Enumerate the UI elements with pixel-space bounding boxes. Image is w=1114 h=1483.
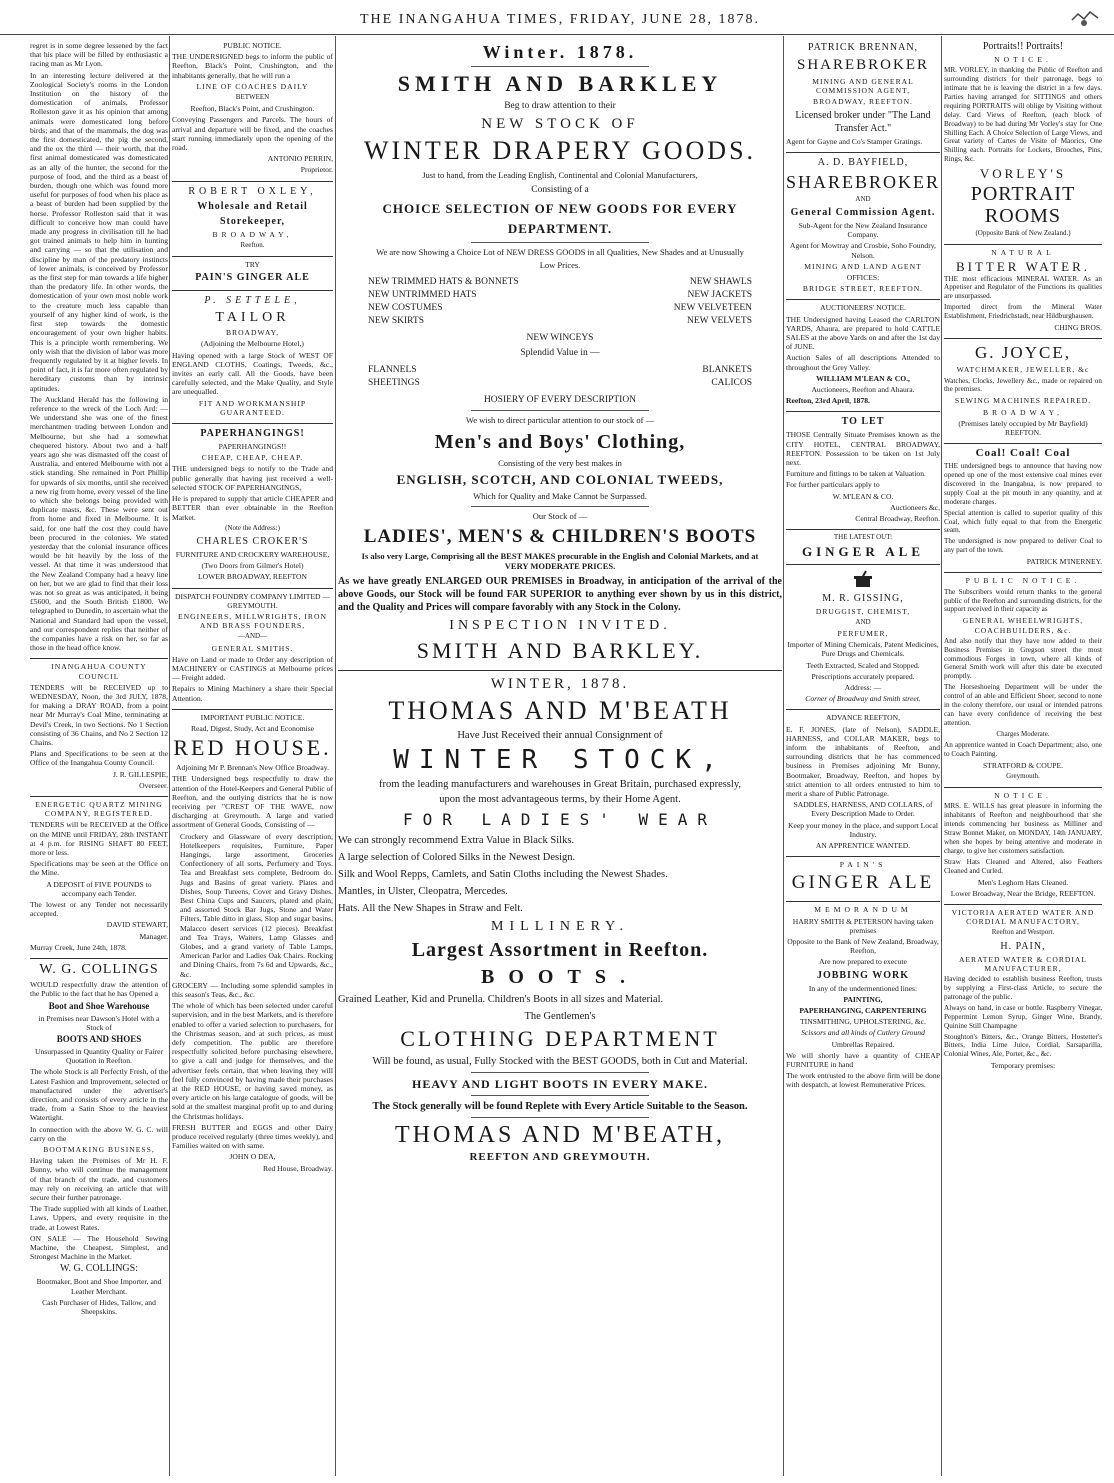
ad-signature: CHARLES CROKER'S — [196, 535, 309, 547]
news-paragraph: In an interesting lecture delivered at the Zoological Society's rooms in the London Institution on the history of the domestication of animals, Professor Rolleston gave it as his opinion that among animals were domesticated long before birds; and that of the mammals, the dog was the first domesticated, the pig the second, and the ox the third — their worth, that the first animal domesticated was domesticated as an ally of the hunter, the second for the purpose of food, and the third as a beast of burden, though one which was found more useful for purposes of food when his place as a beast of burden had been supplied by the horse. Professor Rolleston said that it was difficult to conceive how man could have made any progress in civilisation till he had got trained animals to help him in hunting and carrying — so that the utilisation and discipline by man of the predatory instincts of lower animals, is conceived by Professor as the first step for man towards a life higher than the predatory life. In other words, the domestication of your own most noble work to the creature much less capable than yourself of any higher kind of work, is the first step towards the domestic encouragement of your own higher habits. This is a principle worth remembering. We only wish that the division of labor was more frequently regulated by it at higher levels. In point of fact, it is far more often regulated by hereditary customs than by intrinsic aptitudes. — [30, 70, 168, 393]
ad-body: Specifications may be seen at the Office on the Mine. — [30, 859, 168, 878]
ad-line: LINE OF COACHES DAILY — [196, 81, 309, 91]
items-right — [560, 276, 752, 328]
ad-heading: NATURAL — [991, 248, 1055, 258]
ad-body: GROCERY — Including some splendid samples in this season's Teas, &c., &c. — [172, 980, 333, 1000]
ad-line: ENGLISH, SCOTCH, AND COLONIAL TWEEDS, — [396, 472, 724, 487]
memorandum-ad — [786, 902, 940, 1095]
smith-barkley-ad — [338, 38, 782, 671]
fabric-right — [560, 364, 752, 390]
gissing-chemist-ad — [786, 565, 940, 711]
ad-line: FOR LADIES' WEAR — [402, 810, 718, 829]
fabric-left — [368, 364, 560, 390]
divider — [471, 66, 649, 67]
ad-body: Importer of Mining Chemicals, Patent Medicines, Pure Drugs and Chemicals. — [787, 640, 939, 659]
county-council-ad — [30, 659, 168, 797]
ad-signature-role: Proprietor. — [300, 165, 333, 175]
ad-line: TINSMITHING, UPHOLSTERING, &c. — [800, 1017, 926, 1027]
ad-line: Splendid Value in — — [520, 348, 600, 358]
pains-ginger-ale-ad-2 — [786, 857, 940, 902]
ad-body: The whole of which has been selected under careful supervision, and in the best Markets, and is therefore enabled to offer a varied selection to purchasers, for the Christmas season, and at such prices, as must defy competition. The public are therefore respectfully solicited before purchasing elsewhere, to give a call and judge for themselves, and the advertiser feels certain, that when leaving they will feel fully convinced by having made their purchases at the RED HOUSE, or having saved money, as every article on his large catalogue of goods, will be sold at the smallest marginal profit up to and during the Christmas holidays. — [172, 1001, 333, 1121]
column-4 — [786, 38, 940, 1476]
ad-title: GINGER ALE — [791, 872, 935, 894]
ad-line: Scissors and all kinds of Cutlery Ground — [801, 1028, 925, 1038]
ad-signature-role: Red House, Broadway. — [263, 1163, 333, 1173]
ad-body: The whole Stock is all Perfectly Fresh, of the Latest Fashion and Improvement, selected or manufactured under the advertiser's direction, and consists of every article in the trade, from a Satin Shoe to the heaviest Watertight. — [30, 1067, 168, 1123]
ad-line: PERFUMER, — [837, 628, 889, 638]
ad-body: As we have greatly ENLARGED OUR PREMISES in Broadway, in anticipation of the arrival of the above Goods, our Stock will be found FAR SUPERIOR to anything ever shown by us in this district, and the Quality and Prices will compare favorably with any Stock in the Colony. — [338, 576, 782, 613]
ad-heading: WINTER, 1878. — [490, 676, 630, 692]
ad-line: Wholesale and Retail — [197, 200, 308, 212]
bitter-water-ad — [944, 245, 1102, 339]
ad-line: AN APPRENTICE WANTED. — [815, 840, 911, 850]
ad-line: BROADWAY, — [225, 328, 280, 338]
ad-title: WINTER DRAPERY GOODS. — [363, 136, 757, 165]
ad-line: ENGINEERS, MILLWRIGHTS, IRON AND BRASS FOUNDERS, — [178, 611, 327, 631]
divider — [471, 410, 649, 411]
ad-line: Have Just Received their annual Consignment of — [457, 730, 663, 741]
ad-body: The Subscribers would return thanks to the general public of the Reefton and surrounding districts, for the support received in their capacity as — [944, 587, 1102, 614]
ad-body: Plans and Specifications to be seen at the Office of the Inangahua County Council. — [30, 749, 168, 768]
ad-line: MINING AND LAND AGENT — [804, 261, 922, 271]
ad-line: THE LATEST OUT: — [833, 533, 893, 542]
ad-body: And also notify that they have now added to their Business Premises in Gregson street the most commodious Forges in town, where all kinds of General Smith work will after this date be executed promptly. — [944, 636, 1102, 681]
ad-line: WATCHMAKER, JEWELLER, &c — [956, 365, 1090, 375]
ad-body: Special attention is called to superior quality of this Coal, which fully equal to that from the Energetic seam. — [944, 508, 1102, 535]
ad-line: Which for Quality and Make Cannot be Surpassed. — [473, 491, 647, 501]
thomas-mbeath-ad — [338, 671, 782, 1170]
ad-line: Temporary premises: — [990, 1061, 1056, 1071]
ad-line: —AND— — [237, 632, 268, 641]
ad-line: Reefton, Black's Point, and Crushington. — [190, 104, 315, 114]
ad-line: SEWING MACHINES REPAIRED. — [954, 396, 1092, 406]
ad-line: TAILOR — [215, 310, 290, 326]
firm-name: SMITH AND BARKLEY. — [416, 638, 704, 663]
ad-title: GINGER ALE — [802, 543, 924, 559]
ad-line: FIT AND WORKMANSHIP GUARANTEED. — [198, 398, 307, 417]
ad-line: BOOTS AND SHOES — [56, 1033, 142, 1044]
ad-signature-role: Greymouth. — [1006, 772, 1040, 781]
ad-line: Boot and Shoe Warehouse — [48, 1000, 150, 1011]
ad-body: A DEPOSIT of FIVE POUNDS to accompany each Tender. — [46, 879, 152, 898]
settele-tailor-ad — [172, 291, 333, 424]
ad-heading: ROBERT OXLEY, — [188, 185, 317, 197]
ad-body: Keep your money in the place, and support Local Industry. — [788, 820, 938, 839]
ad-body: An apprentice wanted in Coach Department; also, one to Coach Painting. — [944, 741, 1102, 758]
ad-body: THE Undersigned having Leased the CARLTON YARDS, Ahaura, are prepared to hold CATTLE SALES at the above Yards on and after the 1st day of JUNE. — [786, 314, 940, 352]
ad-line: PAPERHANGING, CARPENTERING — [799, 1006, 927, 1015]
ad-signature-role: Manager. — [139, 931, 168, 941]
ad-line: REEFTON AND GREYMOUTH. — [469, 1151, 651, 1163]
ad-body: We are now Showing a Choice Lot of NEW DRESS GOODS in all Qualities, New Shades and at Unusually Low Prices. — [376, 247, 744, 270]
ad-body: from the leading manufacturers and warehouses in Great Britain, purchased expressly, upon the most advantageous terms, by their Home Agent. — [378, 779, 742, 805]
ad-title: WINTER STOCK, — [393, 745, 727, 775]
ad-line: BETWEEN — [235, 93, 270, 102]
ad-date: Reefton, 23rd April, 1878. — [786, 396, 870, 406]
brennan-sharebroker-ad — [786, 38, 940, 153]
ad-line: JOBBING WORK — [816, 969, 910, 981]
firm-name: THOMAS AND M'BEATH, — [394, 1122, 725, 1148]
wheelwrights-notice-ad — [944, 573, 1102, 788]
fabric-grid — [368, 364, 752, 390]
firm-name: SMITH AND BARKLEY — [397, 71, 723, 96]
ad-body: Imported direct from the Mineral Water Establishment, Friedrichstadt, near Hildburghausen. — [944, 303, 1102, 321]
ad-body: Crockery and Glassware of every description, Hotelkeepers requisites, Furniture, Paper Hangings, large assortment, Groceries Confectionery of all sorts, Perfumery and Toys. Tea and Breakfast sets complete, Bedroom do. Jugs and Basins of great variety. Plates and Dishes, Soup Tureens, Cover and Gravy Dishes. Best China Cups and Saucers, plated and plain, and assorted Stock Bar Jugs, Stone and Water Filters, Table ditto in glass, Slop and sugar basins, Malacco desert services (12 pieces). Breakfast and Tea Trays, Waiters, Lamp Glasses and Globes, and a grand variety of Table Lamps, American Parlor and Ladies Oak Chairs. Rocking and Dining Chairs, from 7s 6d and Upwards, &c., &c. — [180, 831, 333, 979]
collings-ad — [30, 959, 168, 1322]
wills-millinery-notice-ad — [944, 788, 1102, 905]
divider — [471, 1072, 649, 1073]
ad-signature-role: Auctioneers, Reefton and Ahaura. — [811, 385, 915, 395]
item: NEW SKIRTS — [368, 316, 424, 326]
ad-heading: A. D. BAYFIELD, — [817, 156, 909, 168]
ad-line: Consisting of the very best makes in — [498, 458, 622, 468]
item: NEW TRIMMED HATS & BONNETS — [368, 277, 519, 287]
ad-heading: DISPATCH FOUNDRY COMPANY LIMITED — GREYMOUTH. — [175, 591, 330, 610]
ad-body: MR. VORLEY, in thanking the Public of Reefton and surrounding districts for their patronage, begs to intimate that he is leaving the district in a few days. Parties having arranged for SITTINGS and others requiring PORTRAITS will oblige by Visiting without delay. Card Views of Reefton, (each block of Broadway) to be had during Mr Vorley's stay for One Shilling Each. A Choice Selection of Large Views, and Great variety of Cartes de Visite of Maorics, One Shilling each. Portraits for Lockets, Brooches, Pins, Rings, &c. — [944, 66, 1102, 164]
ad-line: Address: — — [844, 682, 882, 692]
ad-line: INSPECTION INVITED. — [449, 618, 671, 633]
item: CALICOS — [711, 378, 752, 388]
divider — [471, 1117, 649, 1118]
item: FLANNELS — [368, 365, 417, 375]
ad-line: Umbrellas Repaired. — [831, 1039, 895, 1049]
ad-heading: MEMORANDUM — [814, 905, 912, 915]
divider — [471, 506, 649, 507]
ad-line: General Commission Agent. — [790, 207, 936, 219]
oxley-ad — [172, 182, 333, 257]
ad-body: Have on Land or made to Order any description of MACHINERY or CASTINGS at Melbourne prices — Freight added. — [172, 654, 333, 683]
ad-body: Teeth Extracted, Scaled and Stopped. — [806, 660, 920, 670]
ad-body: Straw Hats Cleaned and Altered, also Feathers Cleaned and Curled. — [944, 857, 1102, 875]
ad-body: The Trade supplied with all kinds of Leather, Laws, Uppers, and every requisite in the trade, at Lowest Rates. — [30, 1204, 168, 1232]
ad-heading: ENERGETIC QUARTZ MINING COMPANY, REGISTERED. — [35, 800, 163, 819]
ad-heading: P. SETTELE, — [204, 295, 301, 307]
ginger-ale-ad — [786, 530, 940, 564]
ad-body: TENDERS will be RECEIVED at the Office on the MINE until FRIDAY, 28th INSTANT at 4 p.m. for RISING SHAFT 80 FEET, more or less. — [30, 820, 168, 858]
pains-ginger-ad — [172, 257, 333, 291]
advance-reefton-ad — [786, 710, 940, 857]
ad-body: The Stock generally will be found Replete with Every Article Suitable to the Season. — [372, 1101, 748, 1112]
column-2 — [172, 38, 333, 1476]
ad-heading: VICTORIA AERATED WATER AND CORDIAL MANUFACTORY, — [951, 908, 1095, 927]
ad-title: BITTER WATER. — [955, 258, 1091, 274]
ad-body: E. F. JONES, (late of Nelson), SADDLE, HARNESS, and COLLAR MAKER, begs to inform the inhabitants of Reefton, and surrounding districts that he has commenced business in Premises adjoining Mr Bunny, Bootmaker, Broadway, Reefton, and hopes by strict attention to all orders entrusted to him to merit a share of Public Patronage. — [786, 724, 940, 798]
ad-body: He is prepared to supply that article CHEAPER and BETTER than ever obtainable in the Reefton Market. — [172, 494, 333, 522]
ad-line: BOOTMAKING BUSINESS, — [43, 1144, 155, 1154]
ad-title: LADIES', MEN'S & CHILDREN'S BOOTS — [363, 526, 757, 547]
ad-line: The Gentlemen's — [524, 1011, 596, 1022]
ad-body: The work entrusted to the above firm will be done with despatch, at lowest Remunerative Prices. — [786, 1071, 940, 1090]
ad-body: Sub-Agent for the New Zealand Insurance Company. — [798, 221, 928, 240]
news-paragraph: regret is in some degree lessened by the fact that his place will be filled by enthusiastic a racing man as Mr Lyon. — [30, 41, 168, 69]
ad-line: Are now prepared to execute — [819, 957, 907, 967]
ad-line: Charges Moderate. — [996, 729, 1050, 738]
ad-line: (Premises lately occupied by Mr Bayfield) REEFTON. — [958, 418, 1088, 437]
ad-body: Having opened with a large Stock of WEST OF ENGLAND CLOTHS, Coatings, Tweeds, &c., invites an early call. All the Goods, have been carefully selected, and the Make Quality, and Style are unequalled. — [172, 350, 333, 397]
ad-body: Always on hand, in case or bottle. Raspberry Vinegar, Peppermint Lemon Syrup, Ginger Wine, Brandy, Quinine Still Champagne — [944, 1003, 1102, 1030]
ad-body: Agent for Mowtray and Crosbie, Soho Foundry, Nelson. — [790, 241, 936, 260]
ad-heading: Winter. 1878. — [482, 42, 638, 62]
ad-line: HEAVY AND LIGHT BOOTS IN EVERY MAKE. — [412, 1077, 708, 1091]
ad-body: Auction Sales of all descriptions Attended to throughout the Grey Valley. — [786, 353, 940, 372]
column-1 — [30, 38, 168, 1476]
item: NEW JACKETS — [687, 290, 752, 300]
ad-line: CHOICE SELECTION OF NEW GOODS FOR EVERY DEPARTMENT. — [382, 201, 738, 236]
ad-line: (Adjoining the Melbourne Hotel,) — [201, 339, 304, 349]
ad-line: (Two Doors from Gilmer's Hotel) — [201, 561, 304, 571]
ad-signature: WILLIAM M'LEAN & CO., — [816, 373, 910, 383]
ad-signature: ANTONIO PERRIN, — [267, 154, 333, 164]
ad-signature: STRATFORD & COUPE. — [983, 760, 1063, 770]
ad-body: THOSE Centrally Situate Premises known as the CITY HOTEL, CENTRAL BROADWAY, REEFTON. Possession to be taken on 1st July next. — [786, 430, 940, 468]
item: NEW VELVETEEN — [673, 303, 752, 313]
ad-line: Read, Digest, Study, Act and Economise — [190, 723, 315, 733]
dispatch-foundry-ad — [172, 589, 333, 710]
item: NEW COSTUMES — [368, 303, 443, 313]
column-rule — [941, 36, 942, 1476]
ad-line: PAINTING, — [843, 994, 883, 1004]
ad-signature-address: Central Broadway, Reefton. — [855, 514, 940, 524]
ad-heading: ADVANCE REEFTON, — [826, 713, 900, 723]
ad-line: Reefton. — [240, 240, 265, 249]
ad-line: DRUGGIST, CHEMIST, — [815, 606, 911, 616]
ad-line: (Opposite Bank of New Zealand.) — [975, 229, 1071, 238]
ad-line: BOOTS. — [481, 966, 639, 988]
ad-body: MRS. E. WILLS has great pleasure in informing the inhabitants of Reefton and neighbourhood that she intends commencing her business as Milliner and Straw Bonnet Maker, on MONDAY, 14th JANUARY, when she hopes by being attentive and moderate in charge, to give her customers satisfaction. — [944, 802, 1102, 855]
ad-line: NEW STOCK OF — [481, 116, 639, 132]
divider — [471, 1095, 649, 1096]
ad-body: Is also very Large, Comprising all the BEST MAKES procurable in the English and Colonial Markets, and at VERY MODERATE PRICES. — [361, 551, 759, 571]
ad-heading: AUCTIONEERS' NOTICE. — [820, 303, 906, 313]
red-house-ad — [172, 710, 333, 1179]
ad-line: Opposite to the Bank of New Zealand, Broadway, Reefton, — [787, 936, 939, 956]
ad-body: TENDERS will be RECEIVED up to WEDNESDAY, Noon, the 3rd JULY, 1878, for making a DRAY ROAD, from a point near Mr Murray's Coal Mine, terminating at Devil's Creek, in two Sections. No 1 Section consisting of 36 Chains, and No 2 Section 12 Chains. — [30, 682, 168, 748]
firm-name: THOMAS AND M'BEATH — [388, 696, 732, 725]
joyce-watchmaker-ad — [944, 339, 1102, 444]
ad-body: Furniture and fittings to be taken at Valuation. — [786, 469, 926, 479]
ad-heading: G. JOYCE, — [975, 343, 1071, 363]
news-articles — [30, 38, 168, 659]
mortar-pestle-icon — [852, 570, 874, 590]
ad-heading: Coal! Coal! Coal — [975, 447, 1071, 460]
ad-line: Beg to draw attention to their — [504, 101, 616, 111]
ad-line: Corner of Broadway and Smith street. — [805, 694, 921, 704]
ad-title: SHAREBROKER — [796, 57, 930, 73]
auctioneers-notice-ad — [786, 300, 940, 412]
ad-body: The lowest or any Tender not necessarily accepted. — [30, 900, 168, 919]
ad-body: Having decided to establish business Reefton, trusts by supplying a First-class Article, to secure the patronage of the public. — [944, 975, 1102, 1001]
ad-body: Conveying Passengers and Parcels. The hours of arrival and departure will be fixed, and the coaches start running immediately upon the opening of the road. — [172, 115, 333, 153]
ad-line: in Premises near Dawson's Hotel with a Stock of — [38, 1013, 160, 1032]
ad-line: BROADWAY, REEFTON. — [813, 97, 913, 107]
ad-body: A large selection of Colored Silks in the Newest Design. — [338, 852, 576, 863]
column-3-smith-barkley-thomas — [338, 38, 782, 1476]
ad-signature-role: Bootmaker, Boot and Shoe Importer, and Leather Merchant. — [36, 1277, 162, 1296]
ad-line: AERATED WATER & CORDIAL MANUFACTURER, — [958, 954, 1088, 973]
ad-line: Largest Assortment in Reefton. — [411, 939, 709, 961]
items-left — [368, 276, 560, 328]
ad-body: Repairs to Mining Machinery a share their Special Attention. — [172, 684, 333, 703]
ad-line: CHEAP, CHEAP, CHEAP. — [201, 453, 304, 463]
ad-body: Watches, Clocks, Jewellery &c., made or repaired on the premises. — [944, 376, 1102, 394]
ad-signature: CHING BROS. — [1054, 323, 1102, 333]
ad-line: Storekeeper, — [219, 215, 286, 227]
ad-body: THE UNDERSIGNED begs to inform the public of Reefton, Black's Point, Crushington, and the inhabitants generally, that he will run a — [172, 52, 333, 80]
ad-signature-role: Overseer. — [139, 780, 168, 790]
divider — [471, 242, 649, 243]
item: NEW SHAWLS — [689, 277, 752, 287]
vorley-portraits-ad — [944, 38, 1102, 245]
ad-heading: M. R. GISSING, — [822, 592, 904, 604]
ad-signature: W. G. COLLINGS: — [60, 1263, 138, 1275]
ad-body: Mantles, in Ulster, Cleopatra, Mercedes. — [338, 886, 508, 897]
ad-line: Licensed broker under "The Land Transfer Act." — [795, 109, 931, 134]
ad-body: Prescriptions accurately prepared. — [811, 671, 915, 681]
news-paragraph: The Auckland Herald has the following in reference to the wreck of the Loch Ard: — We understand she was one of the finest merchantmen trading between London and Melbourne, but she had a somewhat chequered history. About two and a half years ago she was dismasted off the coast of Australia, and entered Melbourne with not a stick standing. She remained in Port Phillip for upwards of six months, until she received a new rig from home, every vessel of the line to which she belongs being provided with duplicate masts, &c. These were sent out from home and fixed in Melbourne. It is said, for one half the cost they could have been procured in the colonies. We stated yesterday that the colonial insurance offices would be hit heavily by the loss of the vessel. At that time it was understood that the New Zealand Company had a heavy line on her, but we are glad to find that their loss was not so great as was anticipated, it being £5600, and the South British £1800. We telegraphed to Dunedin, to ascertain what the National and Standard had upon the vessel, and our correspondent replies that neither of the companies have a risk on her, so far as those in the head office know. — [30, 394, 168, 653]
item: BLANKETS — [702, 365, 752, 375]
ad-signature-role: Auctioneers &c, — [890, 502, 940, 512]
ad-line: Consisting of a — [531, 185, 589, 195]
ad-body: ON SALE — The Household Sewing Machine, the Cheapest, Simplest, and Strongest Machine in the Market. — [30, 1233, 168, 1262]
victoria-aerated-water-ad — [944, 905, 1102, 1076]
ad-line: BROADWAY, — [982, 407, 1064, 417]
ad-line: GENERAL SMITHS. — [211, 643, 294, 653]
ad-heading: PUBLIC NOTICE. — [223, 41, 282, 50]
ad-signature: PATRICK M'INERNEY. — [1026, 557, 1102, 567]
ad-body: Men's Leghorn Hats Cleaned. — [977, 877, 1069, 887]
ad-body: Agent for Gayne and Co's Stamper Gratings. — [786, 136, 923, 146]
item: SHEETINGS — [368, 378, 420, 388]
ad-heading: NOTICE. — [994, 55, 1052, 64]
ad-line: MINING AND GENERAL COMMISSION AGENT, — [812, 77, 914, 96]
ad-line: BROADWAY, — [212, 229, 293, 239]
ad-line: AND — [855, 194, 871, 203]
bayfield-ad — [786, 153, 940, 301]
ad-body: The undersigned is now prepared to deliver Coal to any part of the town. — [944, 537, 1102, 555]
ad-body: THE undersigned begs to notify to the Trade and public generally that having just received a well-selected STOCK OF PAPERHANGINGS, — [172, 464, 333, 492]
masthead — [0, 8, 1114, 35]
ad-line: VORLEY'S — [979, 166, 1067, 182]
column-rule — [169, 36, 170, 1476]
ad-body: FRESH BUTTER and EGGS and other Dairy produce received regularly (three times weekly), and Families waited on with same. — [172, 1122, 333, 1151]
ad-signature: W. M'LEAN & CO. — [832, 491, 894, 501]
ad-body: We can strongly recommend Extra Value in Black Silks. — [338, 835, 575, 846]
ad-body: THE undersigned begs to announce that having now opened up one of the most extensive coal mines ever discovered in the Inangahua, is now prepared to supply Coal at the pit mouth in any quantity, and at moderate charges. — [944, 462, 1102, 506]
ad-body: In connection with the above W. G. C. will carry on the — [30, 1124, 168, 1143]
ad-line: GENERAL WHEELWRIGHTS, COACHBUILDERS, &c. — [962, 616, 1084, 635]
ad-line: Unsurpassed in Quantity Quality or Fairer Quotation in Reefton. — [34, 1046, 163, 1066]
stamp-mark-icon — [1068, 8, 1102, 30]
ad-title: Men's and Boys' Clothing, — [434, 431, 686, 453]
ad-title: PORTRAIT ROOMS — [970, 183, 1076, 228]
ad-line: Our Stock of — — [532, 511, 588, 521]
ad-line: PAPERHANGINGS!! — [218, 442, 287, 452]
ad-line: Portraits!! Portraits! — [982, 41, 1064, 52]
ad-heading: W. G. COLLINGS — [39, 962, 159, 978]
page-header-title: THE INANGAHUA TIMES, FRIDAY, JUNE 28, 1878. — [360, 12, 760, 27]
ad-title: SHAREBROKER — [786, 171, 940, 192]
ad-footer: Cash Purchaser of Hides, Tallow, and Sheepskins. — [42, 1297, 156, 1316]
ad-heading: PAIN'S — [839, 860, 887, 870]
ad-line: CLOTHING DEPARTMENT — [400, 1026, 720, 1051]
column-rule — [335, 36, 336, 1476]
ad-heading: PAPERHANGINGS! — [200, 428, 305, 440]
ad-line: Reefton and Westport. — [991, 928, 1055, 937]
ad-body: SADDLES, HARNESS, AND COLLARS, of Every Description Made to Order. — [793, 800, 933, 819]
ad-date: Murray Creek, June 24th, 1878. — [30, 942, 127, 952]
ad-title: RED HOUSE. — [173, 735, 332, 761]
item: NEW UNTRIMMED HATS — [368, 290, 477, 300]
ad-line: HOSIERY OF EVERY DESCRIPTION — [483, 395, 637, 405]
ad-signature: DAVID STEWART, — [106, 920, 168, 930]
ad-heading: PATRICK BRENNAN, — [807, 42, 919, 53]
ad-body: THE Undersigned begs respectfully to draw the attention of the Hotel-Keepers and General Public of Reefton, and the outlying districts that he is now receiving per "CREST OF THE WAVE, now discharging at Greymouth. A large and varied assortment of General Goods, Consisting of — — [172, 774, 333, 830]
ad-line: H. PAIN, — [1000, 940, 1046, 952]
ad-line: Lower Broadway, Near the Bridge, REEFTON. — [950, 888, 1096, 898]
column-rule — [783, 36, 784, 1476]
ad-heading: INANGAHUA COUNTY COUNCIL — [51, 662, 147, 681]
ad-line: FURNITURE AND CROCKERY WAREHOUSE, — [175, 549, 330, 559]
ad-body: Stoughton's Bitters, &c., Orange Bitters, Hostetter's Bitters, India Lime Juice, Cordial, Sarsaparilla, Colonial Wines, Ale, Porter, &c., &c. — [944, 1032, 1102, 1059]
ad-line: OFFICES: — [846, 273, 880, 283]
ad-body: THE most efficacious MINERAL WATER. As an Appetiser and Regulator of the Functions its qualities are unsurpassed. — [944, 274, 1102, 301]
ad-signature: J. R. GILLESPIE, — [112, 769, 168, 779]
ad-line: MILLINERY. — [491, 919, 629, 934]
ad-line: (Note the Address:) — [225, 523, 280, 532]
ad-line: TRY — [245, 260, 260, 270]
ad-heading: PAIN'S GINGER ALE — [195, 272, 310, 284]
coaches-notice-ad — [172, 38, 333, 182]
ad-body: We will shortly have a quantity of CHEAP FURNITURE in hand — [786, 1050, 940, 1070]
ad-body: Silk and Wool Repps, Camlets, and Satin Cloths including the Newest Shades. — [338, 869, 668, 880]
ad-line: LOWER BROADWAY, REEFTON — [198, 572, 307, 582]
ad-body: The Horseshoeing Department will be under the control of an able and Efficient Shoer, second to none in the colony therefore, our usual or intended patrons can have every confidence of receiving the best attention. — [944, 683, 1102, 727]
ad-line: BRIDGE STREET, REEFTON. — [802, 284, 924, 294]
ad-line: Adjoining Mr P. Brennan's New Office Broadway. — [175, 763, 329, 773]
ad-line: NEW WINCEYS — [526, 333, 594, 343]
ad-line: In any of the undermentioned lines: — [808, 983, 918, 993]
ad-line: HARRY SMITH & PETERSON having taken premises — [792, 916, 934, 935]
ad-line: Just to hand, from the Leading English, Continental and Colonial Manufacturers, — [422, 170, 698, 180]
paperhangings-ad — [172, 424, 333, 588]
item: NEW VELVETS — [686, 316, 752, 326]
ad-heading: PUBLIC NOTICE. — [965, 576, 1081, 586]
ad-heading: TO LET — [841, 416, 885, 428]
ad-line: We wish to direct particular attention to our stock of — — [465, 415, 655, 425]
ad-heading: NOTICE. — [994, 791, 1052, 801]
ad-body: For further particulars apply to — [786, 480, 880, 490]
energetic-mining-ad — [30, 797, 168, 959]
to-let-ad — [786, 412, 940, 530]
column-5 — [944, 38, 1102, 1476]
ad-body: Hats. All the New Shapes in Straw and Felt. — [338, 903, 523, 914]
ad-body: WOULD respectfully draw the attention of the Public to the fact that he has Opened a — [30, 980, 168, 999]
ad-signature: JOHN O DEA, — [229, 1152, 276, 1162]
ad-body: Will be found, as usual, Fully Stocked with the BEST GOODS, both in Cut and Material. — [372, 1056, 748, 1067]
coal-ad — [944, 444, 1102, 573]
ad-line: AND — [855, 617, 871, 626]
ad-body: Grained Leather, Kid and Prunella. Children's Boots in all sizes and Material. — [338, 994, 664, 1005]
items-grid — [368, 276, 752, 328]
ad-heading: IMPORTANT PUBLIC NOTICE. — [200, 712, 305, 722]
ad-body: Having taken the Premises of Mr H. F. Bunny, who will continue the management of that branch of the trade, and customers may rely on receiving an article that will secure their further patronage. — [30, 1156, 168, 1202]
